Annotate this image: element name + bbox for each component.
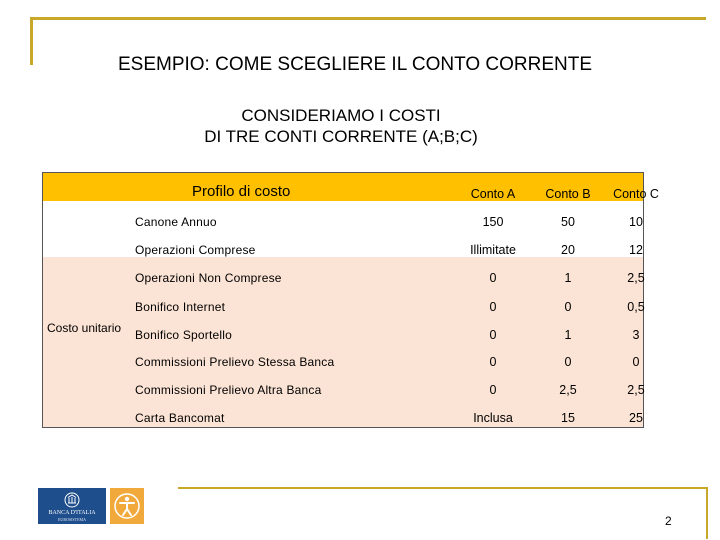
cell-conto-b: 50 xyxy=(561,215,575,229)
cell-conto-c: 12 xyxy=(629,243,643,257)
row-label-prelievo-stessa-banca: Commissioni Prelievo Stessa Banca xyxy=(135,355,335,369)
slide-subtitle xyxy=(0,105,682,147)
cell-conto-b: 0 xyxy=(564,355,572,369)
logo-text-line-2: EUROSISTEMA xyxy=(57,517,86,522)
row-label-bonifico-internet: Bonifico Internet xyxy=(135,300,226,314)
cell-conto-c: 2,5 xyxy=(627,383,645,397)
bank-logo xyxy=(38,488,144,524)
bank-emblem-icon xyxy=(64,492,80,508)
cell-conto-a: Inclusa xyxy=(473,411,513,425)
frame-top-rule xyxy=(30,17,706,20)
cost-table xyxy=(42,172,659,428)
row-label-prelievo-altra-banca: Commissioni Prelievo Altra Banca xyxy=(135,383,322,397)
cell-conto-b: 1 xyxy=(564,328,572,342)
subtitle-line-1: CONSIDERIAMO I COSTI xyxy=(241,106,441,125)
cell-conto-b: 2,5 xyxy=(559,383,577,397)
row-label-bonifico-sportello: Bonifico Sportello xyxy=(135,328,232,342)
table-header-label: Profilo di costo xyxy=(192,183,291,200)
logo-blue-panel xyxy=(38,488,106,524)
column-header-conto-c: Conto C xyxy=(613,187,659,201)
frame-bottom-rule xyxy=(178,487,708,489)
row-label-operazioni-non-comprese: Operazioni Non Comprese xyxy=(135,271,282,285)
column-header-conto-b: Conto B xyxy=(545,187,591,201)
subtitle-line-2: DI TRE CONTI CORRENTE (A;B;C) xyxy=(204,127,478,146)
cell-conto-b: 15 xyxy=(561,411,575,425)
cell-conto-c: 25 xyxy=(629,411,643,425)
cell-conto-c: 3 xyxy=(632,328,640,342)
cell-conto-b: 1 xyxy=(564,271,572,285)
cell-conto-b: 0 xyxy=(564,300,572,314)
cell-conto-a: 0 xyxy=(489,300,497,314)
cell-conto-a: 0 xyxy=(489,328,497,342)
cell-conto-c: 0,5 xyxy=(627,300,645,314)
cell-conto-c: 10 xyxy=(629,215,643,229)
cell-conto-a: 0 xyxy=(489,355,497,369)
page-number: 2 xyxy=(665,514,672,528)
row-group-label: Costo unitario xyxy=(47,321,122,335)
frame-right-rule xyxy=(706,487,708,539)
cell-conto-a: Illimitate xyxy=(470,243,516,257)
logo-text-line-1: BANCA D'ITALIA xyxy=(48,510,96,516)
row-label-canone-annuo: Canone Annuo xyxy=(135,215,217,229)
cell-conto-a: 150 xyxy=(482,215,504,229)
row-label-carta-bancomat: Carta Bancomat xyxy=(135,411,225,425)
cell-conto-b: 20 xyxy=(561,243,575,257)
slide-title: ESEMPIO: COME SCEGLIERE IL CONTO CORRENTE xyxy=(117,54,593,75)
cell-conto-a: 0 xyxy=(489,271,497,285)
cell-conto-a: 0 xyxy=(489,383,497,397)
column-header-conto-a: Conto A xyxy=(470,187,516,201)
person-accessibility-icon xyxy=(112,490,142,522)
cell-conto-c: 2,5 xyxy=(627,271,645,285)
cell-conto-c: 0 xyxy=(632,355,640,369)
row-label-operazioni-comprese: Operazioni Comprese xyxy=(135,243,256,257)
